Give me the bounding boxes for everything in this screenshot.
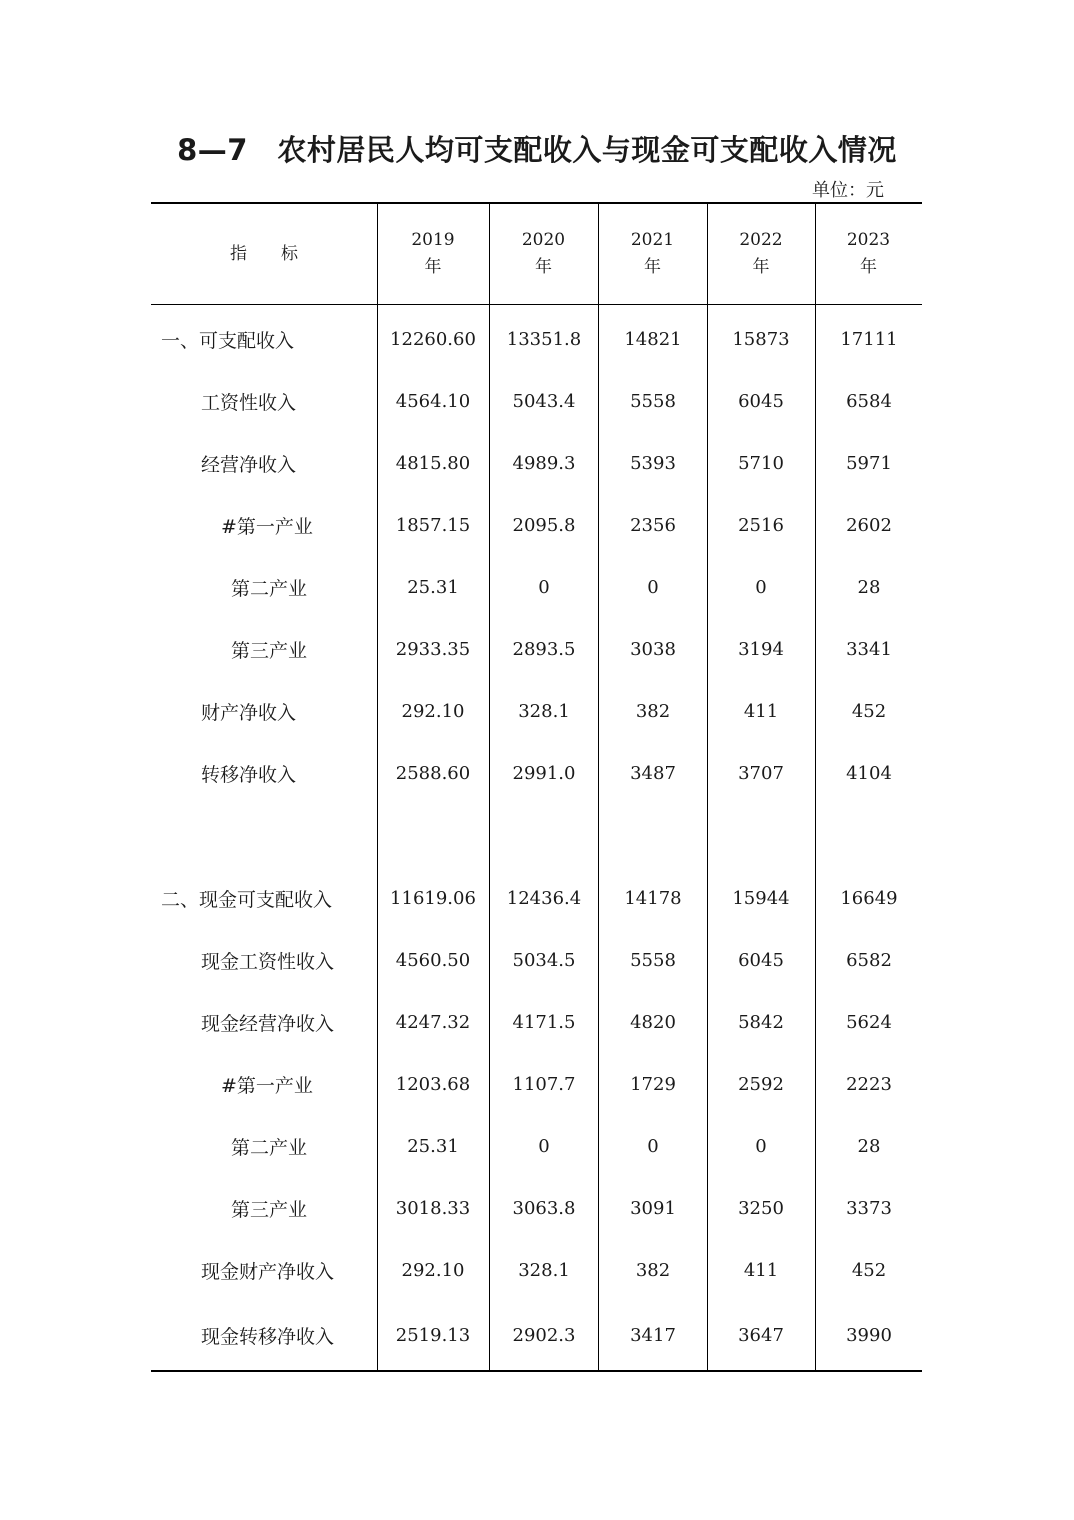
row-label: 二、现金可支配收入 xyxy=(161,888,333,911)
header-year-suffix: 年 xyxy=(535,257,552,277)
table-row xyxy=(151,1115,922,1177)
cell-value: 4104 xyxy=(846,762,892,784)
cell-value: 0 xyxy=(647,1135,659,1157)
cell-value: 4820 xyxy=(630,1011,676,1033)
cell-value: 13351.8 xyxy=(506,328,582,350)
cell-value: 16649 xyxy=(840,887,898,909)
header-year-value: 2020 xyxy=(521,230,566,250)
cell-value: 15873 xyxy=(732,328,790,350)
cell-value: 4989.3 xyxy=(512,452,576,474)
cell-value: 1729 xyxy=(630,1073,676,1095)
cell-value: 2516 xyxy=(738,514,784,536)
table-row xyxy=(151,308,922,370)
header-year-2021 xyxy=(598,204,707,304)
header-year-2022 xyxy=(707,204,815,304)
unit-label: 单位：元 xyxy=(812,180,884,201)
row-label: 财产净收入 xyxy=(201,701,297,724)
cell-value: 292.10 xyxy=(401,1259,465,1281)
cell-value: 5624 xyxy=(846,1011,892,1033)
cell-value: 6045 xyxy=(738,390,784,412)
row-label: 第二产业 xyxy=(231,1136,308,1159)
cell-value: 5558 xyxy=(630,390,676,412)
table-row xyxy=(151,1177,922,1239)
cell-value: 0 xyxy=(538,1135,550,1157)
cell-value: 28 xyxy=(857,576,881,598)
cell-value: 11619.06 xyxy=(390,887,476,909)
row-label: 现金转移净收入 xyxy=(201,1325,335,1348)
row-label: 转移净收入 xyxy=(201,763,297,786)
cell-value: 3091 xyxy=(630,1197,676,1219)
header-year-value: 2021 xyxy=(630,230,675,250)
cell-value: 3647 xyxy=(738,1324,784,1346)
header-year-suffix: 年 xyxy=(424,257,442,277)
row-label: 现金经营净收入 xyxy=(201,1012,335,1035)
cell-value: 0 xyxy=(755,576,767,598)
cell-value: 382 xyxy=(635,1259,671,1281)
header-year-value: 2022 xyxy=(739,230,783,250)
cell-value: 5971 xyxy=(846,452,892,474)
header-year-suffix: 年 xyxy=(860,257,877,277)
header-indicator xyxy=(151,204,377,304)
cell-value: 2991.0 xyxy=(512,762,576,784)
row-label: #第一产业 xyxy=(221,515,313,538)
table-row xyxy=(151,929,922,991)
header-year-value: 2023 xyxy=(846,230,891,250)
cell-value: 1203.68 xyxy=(395,1073,471,1095)
table-row xyxy=(151,991,922,1053)
cell-value: 2519.13 xyxy=(395,1324,471,1346)
cell-value: 292.10 xyxy=(401,700,465,722)
cell-value: 0 xyxy=(755,1135,767,1157)
table-row xyxy=(151,1239,922,1301)
table-row xyxy=(151,742,922,804)
cell-value: 3194 xyxy=(738,638,784,660)
cell-value: 328.1 xyxy=(518,700,570,722)
cell-value: 5034.5 xyxy=(512,949,576,971)
cell-value: 17111 xyxy=(840,328,898,350)
cell-value: 3417 xyxy=(630,1324,676,1346)
header-year-suffix: 年 xyxy=(644,257,661,277)
table-row xyxy=(151,618,922,680)
row-label: 一、可支配收入 xyxy=(161,329,295,352)
cell-value: 12260.60 xyxy=(390,328,476,350)
cell-value: 12436.4 xyxy=(506,887,582,909)
cell-value: 0 xyxy=(647,576,659,598)
table-row xyxy=(151,867,922,929)
cell-value: 2588.60 xyxy=(395,762,471,784)
cell-value: 5393 xyxy=(630,452,676,474)
cell-value: 411 xyxy=(743,1259,779,1281)
cell-value: 4247.32 xyxy=(395,1011,471,1033)
page-title: 8—7 农村居民人均可支配收入与现金可支配收入情况 xyxy=(177,133,897,167)
cell-value: 2356 xyxy=(630,514,676,536)
cell-value: 3373 xyxy=(846,1197,892,1219)
cell-value: 2893.5 xyxy=(512,638,576,660)
cell-value: 3487 xyxy=(630,762,676,784)
table-row xyxy=(151,1053,922,1115)
cell-value: 3063.8 xyxy=(512,1197,576,1219)
cell-value: 328.1 xyxy=(518,1259,570,1281)
cell-value: 5043.4 xyxy=(512,390,576,412)
cell-value: 0 xyxy=(538,576,550,598)
row-label: 第三产业 xyxy=(231,1198,308,1221)
header-year-suffix: 年 xyxy=(752,257,770,277)
cell-value: 4815.80 xyxy=(395,452,471,474)
cell-value: 4564.10 xyxy=(395,390,471,412)
cell-value: 6582 xyxy=(846,949,892,971)
cell-value: 411 xyxy=(743,700,779,722)
row-label: 经营净收入 xyxy=(201,453,297,476)
cell-value: 3250 xyxy=(738,1197,784,1219)
cell-value: 4560.50 xyxy=(395,949,471,971)
cell-value: 3990 xyxy=(846,1324,892,1346)
table-row xyxy=(151,432,922,494)
table-row xyxy=(151,556,922,618)
cell-value: 5710 xyxy=(738,452,784,474)
cell-value: 3341 xyxy=(846,638,892,660)
cell-value: 14178 xyxy=(624,887,682,909)
cell-value: 3018.33 xyxy=(395,1197,471,1219)
header-divider xyxy=(151,304,922,305)
cell-value: 382 xyxy=(635,700,671,722)
cell-value: 28 xyxy=(857,1135,881,1157)
header-year-2020 xyxy=(489,204,598,304)
cell-value: 4171.5 xyxy=(512,1011,576,1033)
table-row xyxy=(151,680,922,742)
cell-value: 3707 xyxy=(738,762,784,784)
cell-value: 25.31 xyxy=(407,576,459,598)
header-year-2019 xyxy=(377,204,489,304)
header-year-2023 xyxy=(815,204,922,304)
cell-value: 14821 xyxy=(624,328,682,350)
row-label: 工资性收入 xyxy=(201,391,297,414)
cell-value: 6584 xyxy=(846,390,892,412)
cell-value: 25.31 xyxy=(407,1135,459,1157)
cell-value: 452 xyxy=(851,700,887,722)
cell-value: 1857.15 xyxy=(395,514,471,536)
table-row xyxy=(151,1304,922,1366)
row-label: 第二产业 xyxy=(231,577,308,600)
cell-value: 6045 xyxy=(738,949,784,971)
data-table xyxy=(151,202,922,1372)
cell-value: 452 xyxy=(851,1259,887,1281)
cell-value: 2095.8 xyxy=(512,514,576,536)
cell-value: 1107.7 xyxy=(512,1073,576,1095)
cell-value: 2592 xyxy=(738,1073,784,1095)
cell-value: 2223 xyxy=(846,1073,892,1095)
row-label: 第三产业 xyxy=(231,639,308,662)
cell-value: 2933.35 xyxy=(395,638,471,660)
cell-value: 2602 xyxy=(846,514,892,536)
header-indicator-label: 指 标 xyxy=(230,243,298,264)
cell-value: 5558 xyxy=(630,949,676,971)
cell-value: 2902.3 xyxy=(512,1324,576,1346)
cell-value: 5842 xyxy=(738,1011,784,1033)
header-year-value: 2019 xyxy=(411,230,455,250)
table-row xyxy=(151,494,922,556)
row-label: #第一产业 xyxy=(221,1074,313,1097)
table-row xyxy=(151,370,922,432)
row-label: 现金财产净收入 xyxy=(201,1260,335,1283)
row-label: 现金工资性收入 xyxy=(201,950,335,973)
cell-value: 3038 xyxy=(630,638,676,660)
cell-value: 15944 xyxy=(732,887,790,909)
